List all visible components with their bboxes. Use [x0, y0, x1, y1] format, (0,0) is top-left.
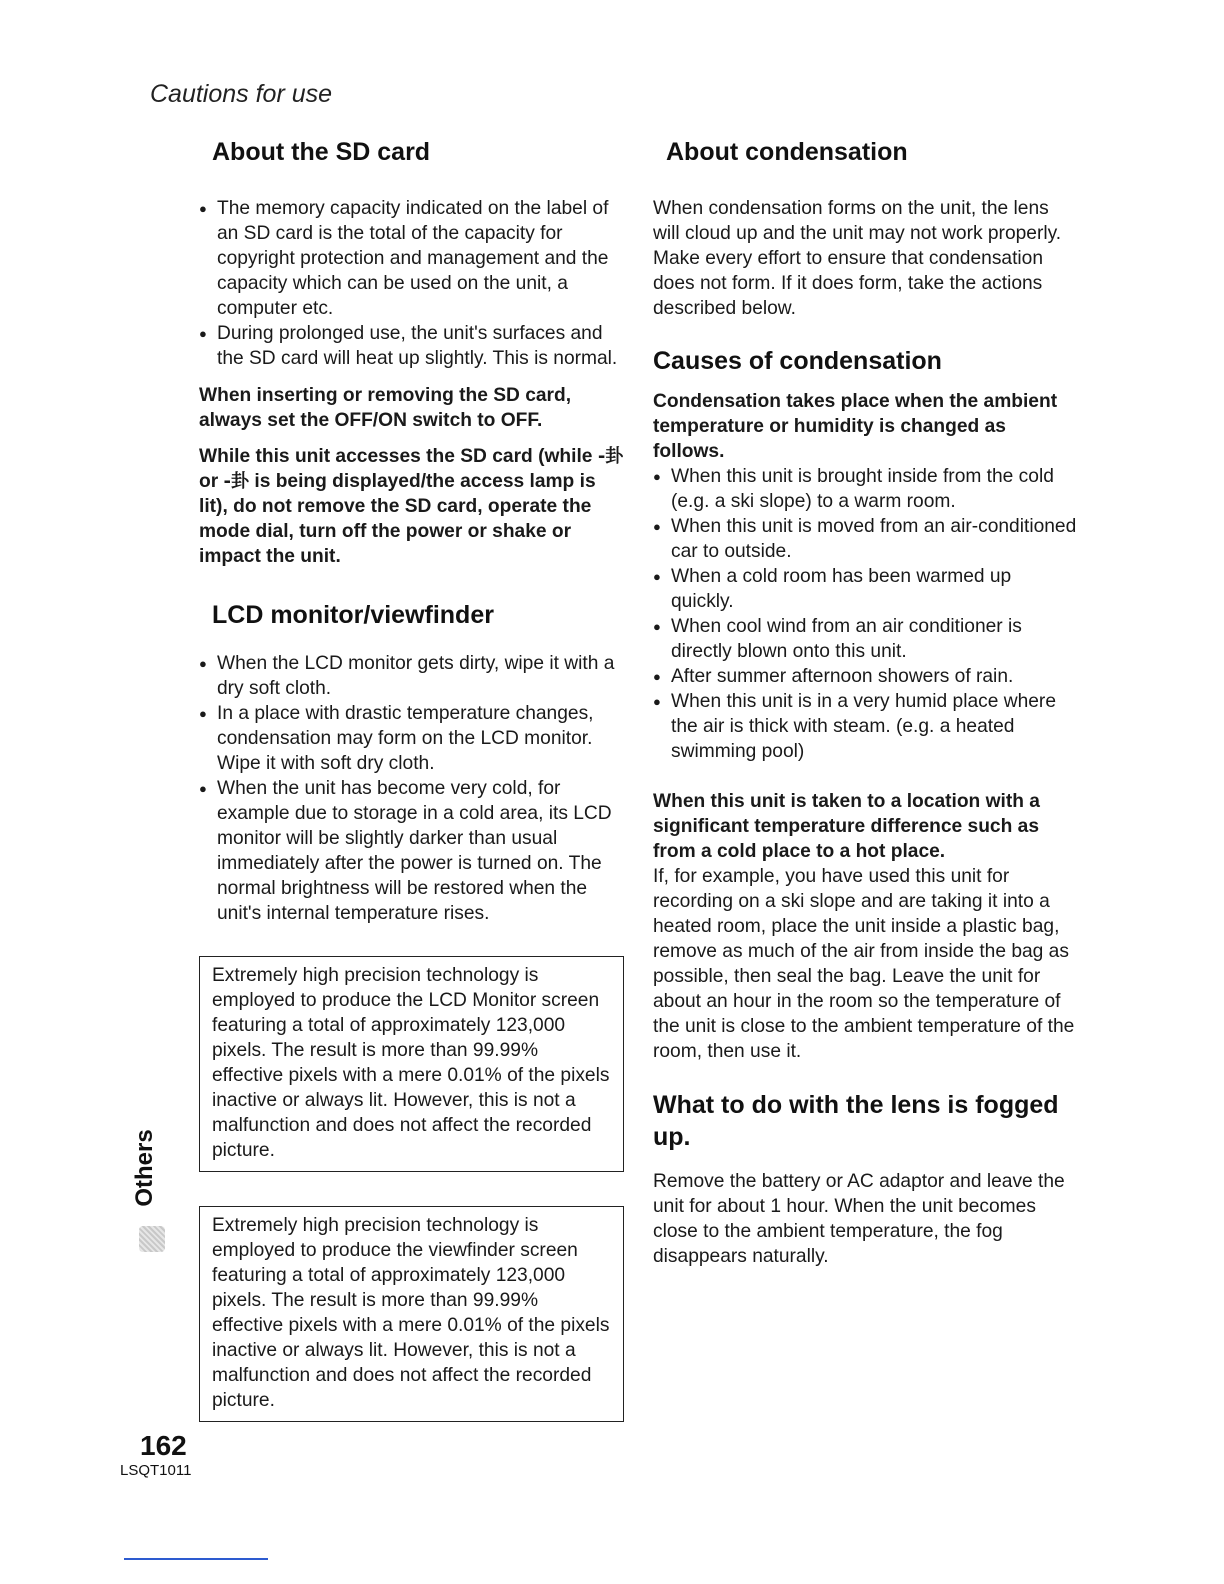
- list-item-text: The memory capacity indicated on the label of an SD card is the total of the capacity for copyright protection and management and the capacity which can be used on the unit, a computer etc.: [217, 198, 609, 319]
- sd-card-heading: About the SD card: [212, 138, 431, 166]
- fogged-body: Remove the battery or AC adaptor and leave the unit for about 1 hour. When the unit becomes close to the ambient temperature, the fog disappears naturally.: [653, 1171, 1065, 1267]
- right-column: [653, 136, 1078, 1269]
- left-column: [199, 136, 624, 1422]
- location-lead: When this unit is taken to a location with a significant temperature difference such as from a cold place to a hot place.: [653, 791, 1040, 862]
- bullet-icon: ●: [653, 519, 661, 534]
- list-item: [199, 321, 624, 371]
- lcd-heading: LCD monitor/viewfinder: [212, 601, 494, 629]
- viewfinder-precision-note: [199, 1206, 624, 1422]
- list-item: [653, 514, 1078, 564]
- list-item-text: When the unit has become very cold, for example due to storage in a cold area, its LCD monitor will be slightly darker than usual immediately after the power is turned on. The normal brightness will be restored when the unit's internal temperature rises.: [217, 778, 612, 924]
- fogged-heading: What to do with the lens is fogged up.: [653, 1091, 1059, 1151]
- sd-warning-access-or: or: [199, 471, 219, 492]
- sd-warning-access-post: is being displayed/the access lamp is lit), do not remove the SD card, operate the mode dial, turn off the power or shake or impact the unit.: [199, 471, 596, 567]
- list-item: [199, 196, 624, 321]
- viewfinder-precision-note-text: Extremely high precision technology is employed to produce the viewfinder screen featuring a total of approximately 123,000 pixels. The result is more than 99.99% effective pixels with a mere 0.01% of the pixels inactive or always lit. However, this is not a malfunction and does not affect the recorded picture.: [212, 1215, 610, 1411]
- sd-warning-off-switch: When inserting or removing the SD card, always set the OFF/ON switch to OFF.: [199, 385, 572, 431]
- list-item-text: When this unit is moved from an air-conditioned car to outside.: [671, 516, 1077, 562]
- list-item: [653, 689, 1078, 764]
- bullet-icon: ●: [653, 569, 661, 584]
- document-code: LSQT1011: [120, 1462, 192, 1479]
- sd-access-icon: -卦: [223, 471, 250, 492]
- list-item-text: When the LCD monitor gets dirty, wipe it with a dry soft cloth.: [217, 653, 615, 699]
- sd-access-icon: -卦: [597, 446, 624, 467]
- bullet-icon: ●: [199, 326, 207, 341]
- lcd-precision-note-text: Extremely high precision technology is employed to produce the LCD Monitor screen featuring a total of approximately 123,000 pixels. The result is more than 99.99% effective pixels with a mere 0.01% of the pixels inactive or always lit. However, this is not a malfunction and does not affect the recorded picture.: [212, 965, 610, 1161]
- list-item: [653, 614, 1078, 664]
- condensation-intro: When condensation forms on the unit, the lens will cloud up and the unit may not work properly. Make every effort to ensure that condensation does not form. If it does form, take the actions described below.: [653, 198, 1062, 319]
- sd-warning-access: [199, 444, 624, 569]
- list-item-text: During prolonged use, the unit's surfaces and the SD card will heat up slightly. This is normal.: [217, 323, 618, 369]
- sd-card-bullets: [199, 196, 624, 371]
- bottom-rule: [124, 1558, 268, 1560]
- causes-heading: Causes of condensation: [653, 347, 942, 375]
- bullet-icon: ●: [199, 781, 207, 796]
- list-item: [199, 701, 624, 776]
- condensation-heading: About condensation: [666, 138, 908, 166]
- list-item-text: In a place with drastic temperature changes, condensation may form on the LCD monitor. Wipe it with soft dry cloth.: [217, 703, 594, 774]
- bullet-icon: ●: [653, 469, 661, 484]
- list-item-text: When this unit is in a very humid place where the air is thick with steam. (e.g. a heated swimming pool): [671, 691, 1056, 762]
- bullet-icon: ●: [653, 694, 661, 709]
- list-item: [653, 464, 1078, 514]
- causes-lead: Condensation takes place when the ambient temperature or humidity is changed as follows.: [653, 391, 1058, 462]
- bullet-icon: ●: [653, 619, 661, 634]
- bullet-icon: ●: [653, 669, 661, 684]
- lcd-precision-note: [199, 956, 624, 1172]
- location-body: If, for example, you have used this unit for recording on a ski slope and are taking it into a heated room, place the unit inside a plastic bag, remove as much of the air from inside the bag as possible, then seal the bag. Leave the unit for about an hour in the room so the temperature of the unit is close to the ambient temperature of the room, then use it.: [653, 866, 1075, 1062]
- list-item: [653, 664, 1078, 689]
- list-item: [199, 776, 624, 926]
- sd-warning-access-pre: While this unit accesses the SD card (while: [199, 446, 593, 467]
- lcd-bullets: [199, 651, 624, 926]
- page-number: 162: [140, 1430, 187, 1461]
- bullet-icon: ●: [199, 201, 207, 216]
- list-item-text: When a cold room has been warmed up quickly.: [671, 566, 1012, 612]
- bullet-icon: ●: [199, 656, 207, 671]
- causes-bullets: [653, 464, 1078, 764]
- list-item: [653, 564, 1078, 614]
- side-tab-label: Others: [131, 1129, 158, 1207]
- list-item-text: When cool wind from an air conditioner is directly blown onto this unit.: [671, 616, 1022, 662]
- list-item-text: After summer afternoon showers of rain.: [671, 666, 1014, 687]
- side-tab-marker-icon: [139, 1226, 165, 1252]
- list-item: [199, 651, 624, 701]
- list-item-text: When this unit is brought inside from the cold (e.g. a ski slope) to a warm room.: [671, 466, 1054, 512]
- section-title: Cautions for use: [150, 80, 333, 108]
- bullet-icon: ●: [199, 706, 207, 721]
